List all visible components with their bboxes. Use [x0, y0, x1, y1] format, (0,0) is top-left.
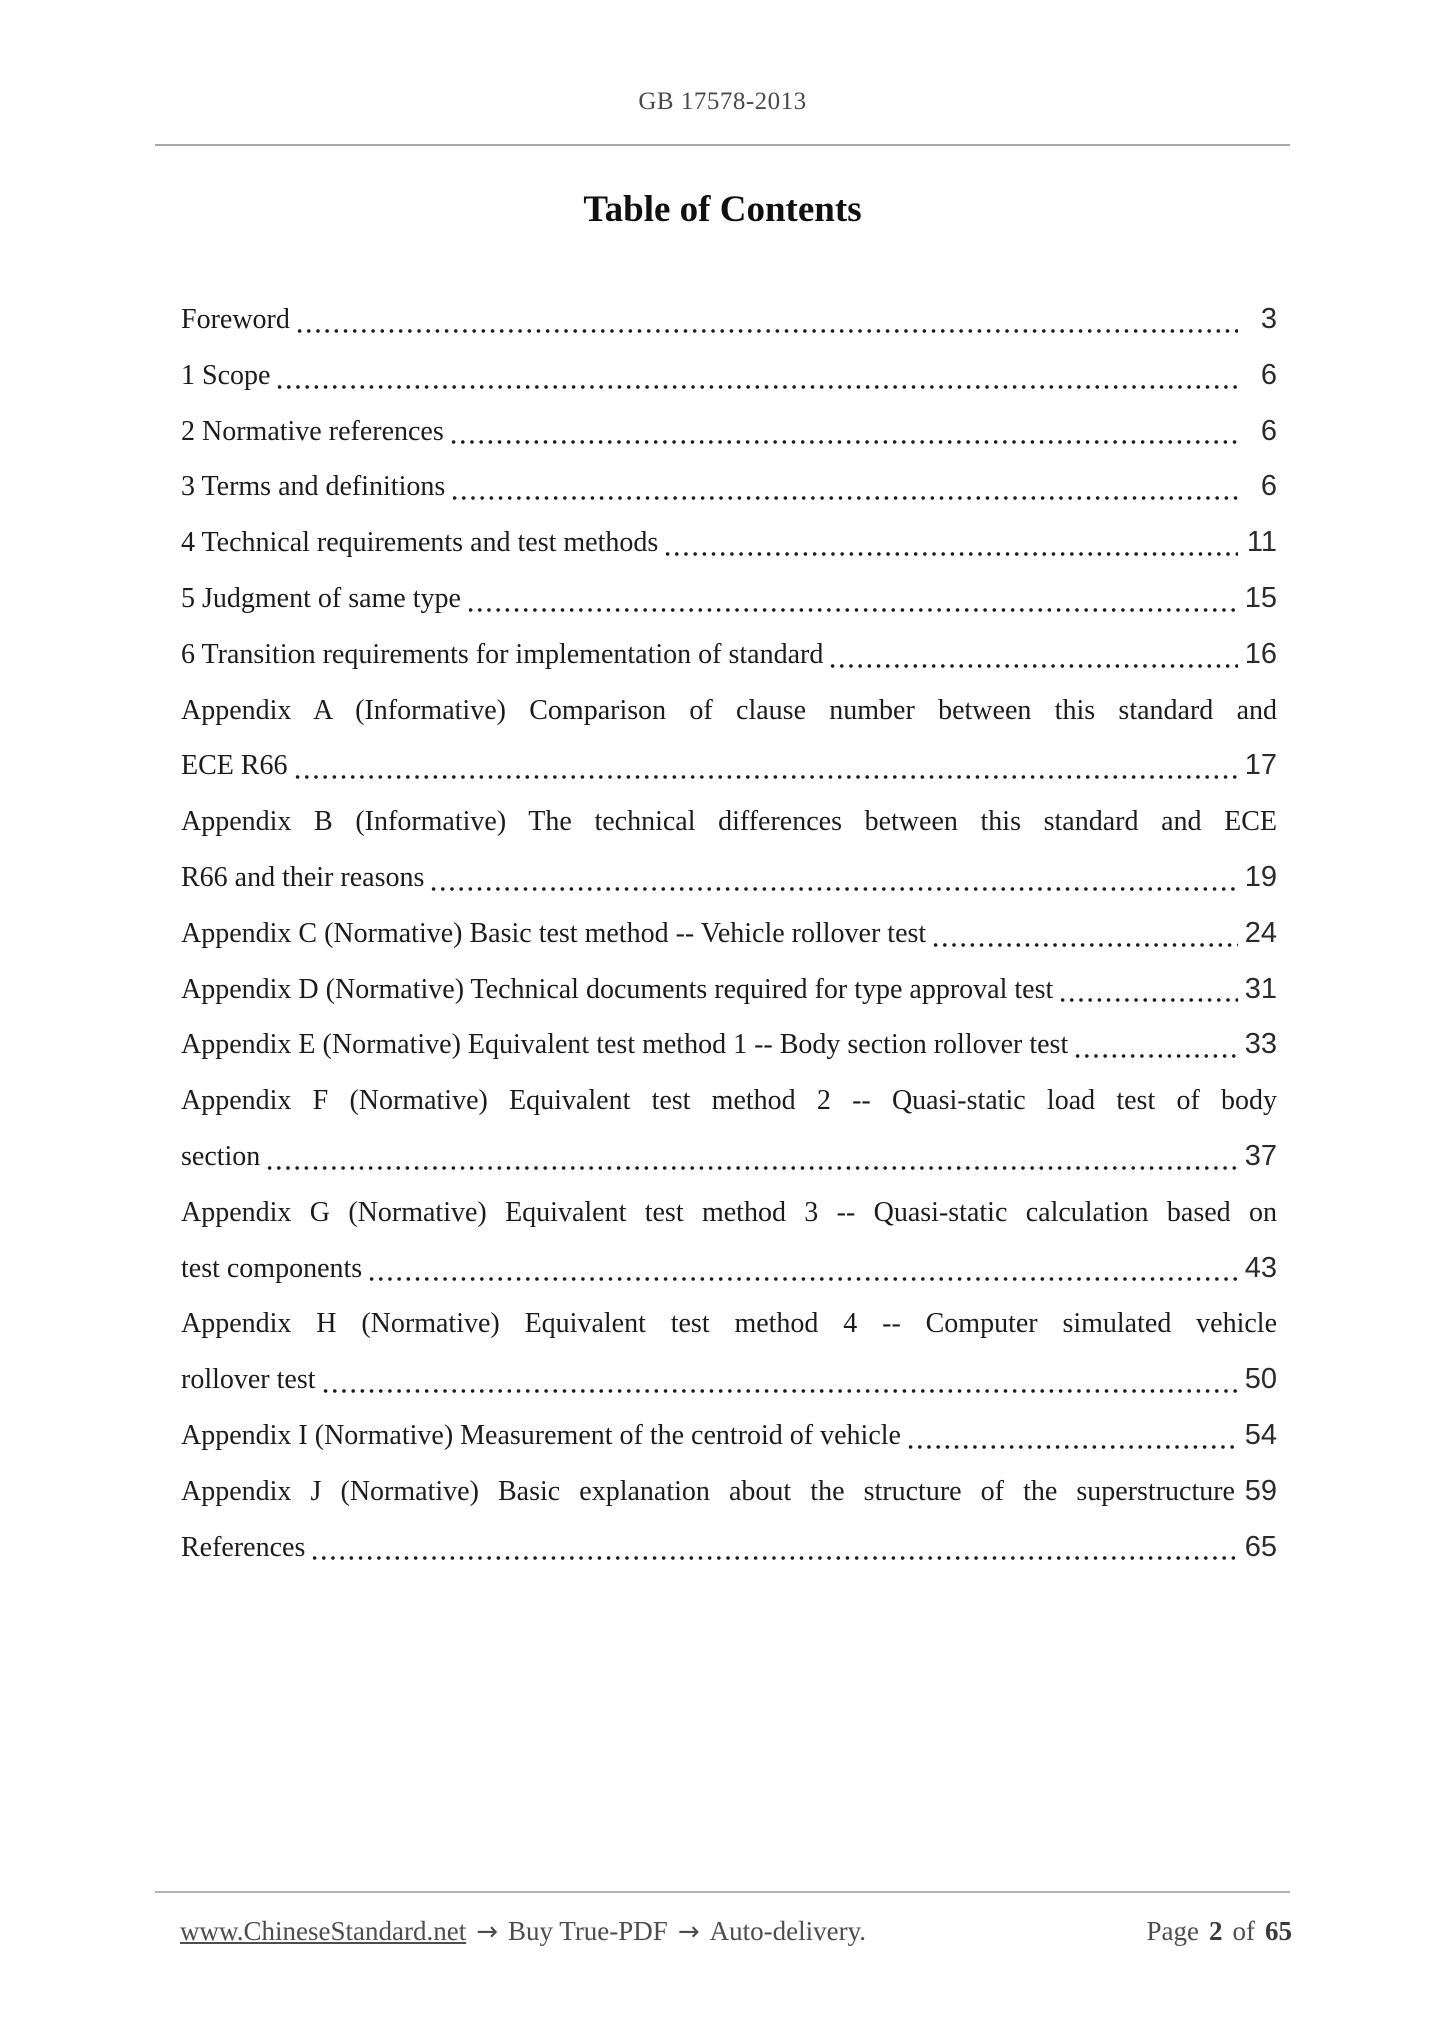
- toc-leader-dots: [321, 1352, 1238, 1408]
- toc-entry-label: 4 Technical requirements and test methods: [181, 527, 659, 559]
- toc-entry-last-line: [181, 1129, 1277, 1185]
- toc-entry-last-line: [181, 850, 1277, 906]
- toc-list: [181, 292, 1277, 1575]
- toc-leader-dots: [367, 1241, 1238, 1297]
- toc-entry-last-line: [181, 1408, 1277, 1464]
- toc-page-number: 65: [1244, 1530, 1277, 1563]
- toc-entry: [181, 1464, 1277, 1520]
- toc-entry-text: Appendix G (Normative) Equivalent test method 3 -- Quasi-static calculation based on: [181, 1196, 1277, 1228]
- footer-left: [180, 1905, 866, 1958]
- toc-page-number: 6: [1260, 414, 1277, 447]
- toc-leader-dots: [450, 459, 1238, 515]
- toc-entry: [181, 962, 1277, 1018]
- toc-leader-dots: [293, 738, 1238, 794]
- toc-entry-last-line: [181, 292, 1277, 348]
- toc-leader-dots: [275, 348, 1238, 404]
- toc-entry: [181, 683, 1277, 795]
- toc-entry-label: section: [181, 1140, 261, 1172]
- toc-leader-dots: [449, 404, 1238, 460]
- toc-entry-label: 2 Normative references: [181, 415, 444, 447]
- toc-entry: [181, 794, 1277, 906]
- toc-page-number: 24: [1244, 916, 1277, 949]
- toc-entry-last-line: [181, 627, 1277, 683]
- toc-leader-dots: [1058, 962, 1238, 1018]
- footer-delivery-text: Auto-delivery.: [709, 1916, 867, 1946]
- toc-entry-label: Foreword: [181, 304, 290, 335]
- page-total: 65: [1265, 1916, 1292, 1946]
- toc-entry-text: Appendix F (Normative) Equivalent test method 2 -- Quasi-static load test of body: [181, 1085, 1277, 1117]
- toc-entry-last-line: [181, 738, 1277, 794]
- toc-entry-label: 1 Scope: [181, 359, 271, 391]
- toc-page-number: 31: [1244, 972, 1277, 1005]
- toc-entry: [181, 571, 1277, 627]
- toc-page-number: 37: [1244, 1139, 1277, 1172]
- toc-entry-last-line: [181, 1352, 1277, 1408]
- toc-entry-last-line: [181, 906, 1277, 962]
- toc-page-number: 19: [1244, 860, 1277, 893]
- toc-entry-label: Appendix D (Normative) Technical documents required for type approval test: [181, 973, 1054, 1005]
- arrow-right-icon: →: [677, 1917, 700, 1947]
- page-indicator: [1147, 1905, 1292, 1957]
- toc-leader-dots: [429, 850, 1238, 906]
- toc-entry: [181, 1073, 1277, 1185]
- toc-page-number: 54: [1244, 1418, 1277, 1451]
- toc-entry-label: 5 Judgment of same type: [181, 582, 461, 614]
- toc-entry-text: Appendix B (Informative) The technical differences between this standard and ECE: [181, 806, 1277, 838]
- toc-leader-dots: [906, 1408, 1238, 1464]
- toc-entry-label: Appendix E (Normative) Equivalent test method 1 -- Body section rollover test: [181, 1029, 1069, 1061]
- toc-entry-label: test components: [181, 1252, 363, 1284]
- toc-entry-text: Appendix H (Normative) Equivalent test method 4 -- Computer simulated vehicle: [181, 1308, 1277, 1340]
- toc-page-number: 43: [1244, 1251, 1277, 1284]
- toc-leader-dots: [295, 292, 1238, 348]
- toc-entry: [181, 1408, 1277, 1464]
- toc-leader-dots: [663, 515, 1238, 571]
- footer-link[interactable]: www.ChineseStandard.net: [180, 1916, 467, 1946]
- toc-entry-label: 3 Terms and definitions: [181, 471, 446, 503]
- toc-entry: [181, 1017, 1277, 1073]
- toc-entry: [181, 404, 1277, 460]
- toc-page-number: 59: [1244, 1474, 1277, 1507]
- toc-leader-dots: [828, 627, 1238, 683]
- toc-entry-last-line: [181, 1241, 1277, 1297]
- toc-leader-dots: [265, 1129, 1238, 1185]
- of-word: of: [1232, 1916, 1255, 1946]
- toc-entry-last-line: [181, 348, 1277, 404]
- toc-leader-dots: [1073, 1017, 1238, 1073]
- toc-entry-label: R66 and their reasons: [181, 861, 425, 893]
- toc-page-number: 15: [1244, 581, 1277, 614]
- toc-entry-last-line: [181, 515, 1277, 571]
- toc-page-number: 33: [1244, 1028, 1277, 1061]
- toc-page-number: 17: [1244, 749, 1277, 782]
- toc-entry-last-line: [181, 962, 1277, 1018]
- toc-entry-last-line: [181, 1520, 1277, 1576]
- toc-entry-text: Appendix A (Informative) Comparison of clause number between this standard and: [181, 694, 1277, 726]
- toc-entry: [181, 515, 1277, 571]
- toc-entry: [181, 459, 1277, 515]
- toc-page-number: 50: [1244, 1363, 1277, 1396]
- arrow-right-icon: →: [476, 1917, 498, 1947]
- header-divider: [155, 144, 1290, 146]
- toc-entry-last-line: [181, 459, 1277, 515]
- toc-page-number: 16: [1244, 637, 1277, 670]
- footer-divider: [155, 1891, 1290, 1893]
- page-title: Table of Contents: [583, 189, 862, 230]
- toc-entry: [181, 1296, 1277, 1408]
- toc-entry-last-line: [181, 1017, 1277, 1073]
- toc-entry: [181, 1520, 1277, 1576]
- toc-entry-last-line: [181, 1464, 1277, 1520]
- toc-entry-label: 6 Transition requirements for implementation of standard: [181, 638, 824, 670]
- toc-leader-dots: [931, 906, 1238, 962]
- toc-page-number: 6: [1260, 358, 1277, 391]
- page-current: 2: [1209, 1916, 1223, 1946]
- toc-page-number: 6: [1260, 470, 1277, 503]
- toc-entry: [181, 906, 1277, 962]
- toc-entry-label: Appendix J (Normative) Basic explanation about the structure of the superstructure: [181, 1475, 1235, 1507]
- toc-entry-last-line: [181, 404, 1277, 460]
- document-number: GB 17578-2013: [638, 88, 807, 115]
- toc-entry-label: References: [181, 1531, 306, 1563]
- toc-page-number: 11: [1246, 526, 1277, 559]
- toc-entry: [181, 627, 1277, 683]
- toc-entry: [181, 1185, 1277, 1297]
- page-word: Page: [1146, 1916, 1199, 1946]
- toc-entry: [181, 348, 1277, 404]
- toc-leader-dots: [466, 571, 1238, 627]
- footer-buy-text: Buy True-PDF: [508, 1916, 668, 1946]
- toc-entry: [181, 292, 1277, 348]
- toc-entry-last-line: [181, 571, 1277, 627]
- toc-entry-label: Appendix C (Normative) Basic test method -- Vehicle rollover test: [181, 917, 927, 949]
- toc-entry-label: rollover test: [181, 1364, 316, 1396]
- toc-entry-label: ECE R66: [181, 750, 288, 782]
- toc-entry-label: Appendix I (Normative) Measurement of the centroid of vehicle: [181, 1419, 901, 1451]
- page-footer: [180, 1905, 1292, 1958]
- toc-page-number: 3: [1260, 303, 1277, 335]
- toc-leader-dots: [310, 1520, 1238, 1576]
